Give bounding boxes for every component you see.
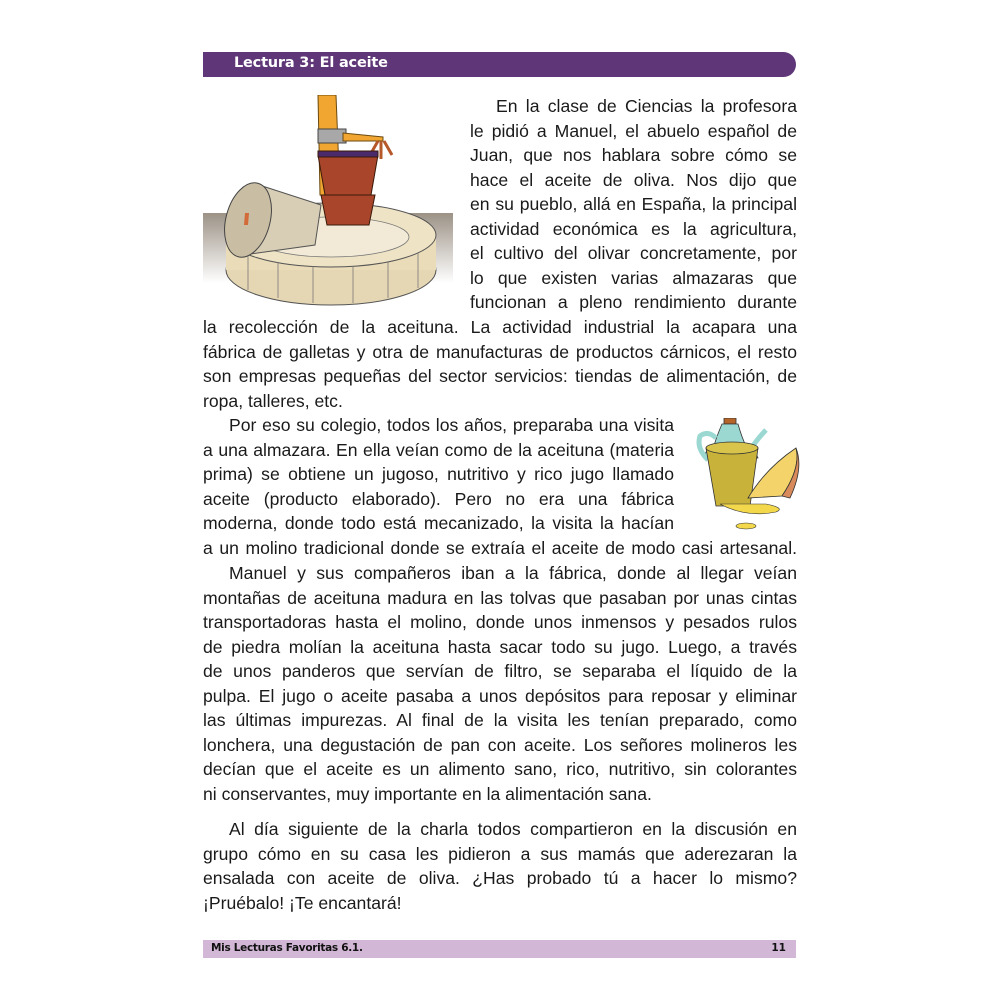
- text-line: funcionan a pleno rendimiento durante: [470, 292, 797, 312]
- paragraph-3: [203, 561, 797, 806]
- text-line: fábrica de galletas y otra de manufacturas de productos cárnicos, el resto: [203, 341, 797, 362]
- text-line: grupo cómo en su casa les pidieron a sus mamás que aderezaran la: [203, 843, 797, 864]
- book-title: Mis Lecturas Favoritas 6.1.: [211, 942, 363, 954]
- lesson-header-bar: [203, 52, 796, 77]
- paragraph-2-wrapped: [203, 413, 674, 536]
- page-number: 11: [771, 942, 786, 954]
- paragraph-1-full: [203, 315, 797, 413]
- text-line: actividad económica es la agricultura,: [470, 218, 797, 239]
- text-line: ¡Pruébalo! ¡Te encantará!: [203, 892, 402, 913]
- text-line: a una almazara. En ella veían como de la aceituna (materia: [203, 439, 674, 460]
- text-line: ni conservantes, muy importante en la alimentación sana.: [203, 783, 652, 804]
- text-line: la recolección de la aceituna. La actividad industrial la acapara una: [203, 317, 797, 337]
- olive-mill-illustration: [203, 95, 458, 315]
- text-line: Por eso su colegio, todos los años, preparaba una visita: [229, 415, 674, 435]
- text-line: lo que existen varias almazaras que: [470, 267, 797, 288]
- text-line: ensalada con aceite de oliva. ¿Has probado tú a hacer lo mismo?: [203, 868, 797, 888]
- text-line: Manuel y sus compañeros iban a la fábrica, donde al llegar veían: [229, 563, 797, 583]
- text-line: de unos panderos que servían de filtro, se separaba el líquido de la: [203, 661, 797, 681]
- paragraph-1-wrapped: [470, 94, 797, 315]
- text-line: pulpa. El jugo o aceite pasaba a unos depósitos para reposar y eliminar: [203, 685, 797, 706]
- text-line: Juan, que nos hablara sobre cómo se: [470, 145, 797, 165]
- paragraph-2-full: [203, 536, 797, 561]
- text-line: hace el aceite de oliva. Nos dijo que: [470, 169, 797, 190]
- text-line: lonchera, una degustación de pan con aceite. Los señores molineros les: [203, 734, 797, 755]
- olive-oil-jug-illustration: [686, 418, 801, 533]
- text-line: decían que el aceite es un alimento sano, rico, nutritivo, sin colorantes: [203, 759, 797, 779]
- text-line: transportadoras hasta el molino, donde unos inmensos y pesados rulos: [203, 612, 797, 632]
- text-line: a un molino tradicional donde se extraía el aceite de modo casi artesanal.: [203, 538, 797, 558]
- text-line: moderna, donde todo está mecanizado, la visita la hacían: [203, 513, 674, 533]
- text-line: Al día siguiente de la charla todos compartieron en la discusión en: [229, 819, 797, 839]
- text-line: montañas de aceituna madura en las tolvas que pasaban por unas cintas: [203, 587, 797, 608]
- lesson-title: Lectura 3: El aceite: [234, 55, 388, 71]
- text-line: el cultivo del olivar concretamente, por: [470, 243, 797, 263]
- text-line: aceite (producto elaborado). Pero no era una fábrica: [203, 488, 674, 509]
- page-footer-bar: [203, 940, 796, 958]
- text-line: de piedra molían la aceituna hasta sacar todo su jugo. Luego, a través: [203, 636, 797, 657]
- text-line: las últimas impurezas. Al final de la visita les tenían preparado, como: [203, 710, 797, 730]
- paragraph-4: [203, 817, 797, 915]
- text-line: En la clase de Ciencias la profesora: [496, 96, 797, 116]
- text-line: ropa, talleres, etc.: [203, 390, 343, 411]
- text-line: prima) se obtiene un jugoso, nutritivo y rico jugo llamado: [203, 464, 674, 484]
- text-line: son empresas pequeñas del sector servicios: tiendas de alimentación, de: [203, 366, 797, 386]
- text-line: le pidió a Manuel, el abuelo español de: [470, 120, 797, 141]
- text-line: en su pueblo, allá en España, la principal: [470, 194, 797, 214]
